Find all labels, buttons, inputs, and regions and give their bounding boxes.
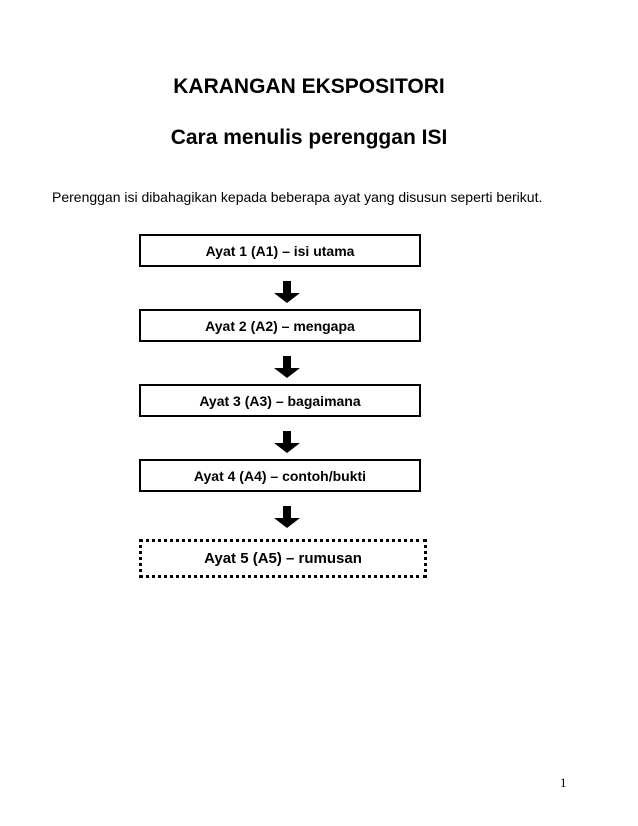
flow-step-4-label: Ayat 4 (A4) – contoh/bukti [193, 467, 367, 484]
down-arrow-icon [272, 506, 302, 528]
flow-step-5-label: Ayat 5 (A5) – rumusan [204, 550, 362, 567]
flow-step-2-label: Ayat 2 (A2) – mengapa [205, 317, 355, 334]
page-title: KARANGAN EKSPOSITORI [173, 75, 445, 98]
down-arrow-icon [272, 356, 302, 378]
flow-step-2 [139, 309, 421, 342]
flow-step-4 [139, 459, 421, 492]
down-arrow-icon [272, 431, 302, 453]
flow-step-3 [139, 384, 421, 417]
intro-paragraph: Perenggan isi dibahagikan kepada beberapa ayat yang disusun seperti berikut. [52, 189, 543, 205]
flow-step-1 [139, 234, 421, 267]
down-arrow-icon [272, 281, 302, 303]
flow-step-3-label: Ayat 3 (A3) – bagaimana [199, 392, 361, 409]
page-subtitle: Cara menulis perenggan ISI [170, 126, 448, 149]
flow-step-5 [139, 539, 427, 578]
page-number: 1 [560, 775, 567, 790]
flow-step-1-label: Ayat 1 (A1) – isi utama [205, 242, 355, 259]
